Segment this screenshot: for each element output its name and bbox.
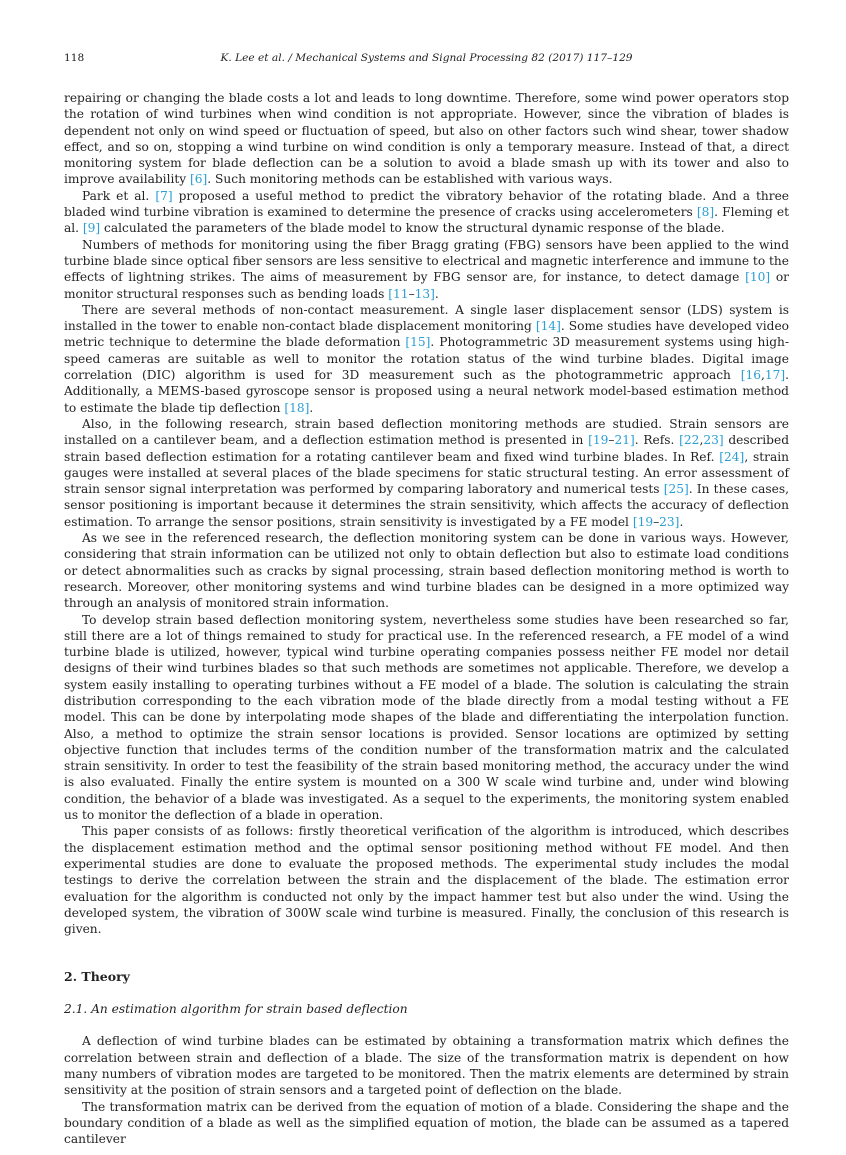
- citation-link[interactable]: [11: [388, 286, 409, 301]
- citation-link[interactable]: [25]: [663, 482, 689, 497]
- paragraph-text: A deflection of wind turbine blades can be estimated by obtaining a transformation matrix which defines the correlation between strain and deflection of a blade. The size of the transformation matrix is dependent on how many numbers of vibration modes are targeted to be monitored. Then the matrix elements are determined by strain sensitivity at the position of strain sensors and a targeted point of deflection on the blade.: [64, 1034, 789, 1098]
- paragraph-text: .: [434, 286, 439, 301]
- paragraph-text: . In these cases, sensor positioning is important because it determines the strain sensitivity, which affects the accuracy of deflection estimation. To arrange the sensor positions, strain sensitivity is investigated by a FE model: [64, 482, 789, 529]
- paragraph-text: . Fleming et al.: [64, 205, 790, 236]
- paragraph-text: . Some studies have developed video metric technique to determine the blade deformation: [64, 319, 789, 350]
- subsection-heading: 2.1. An estimation algorithm for strain based deflection: [64, 1002, 408, 1017]
- citation-link[interactable]: 21]: [614, 433, 635, 448]
- paragraph-text: As we see in the referenced research, the deflection monitoring system can be done in various ways. However, considering that strain information can be utilized not only to obtain deflection but also to estimate load conditions or detect abnormalities such as cracks by signal processing, strain based deflection monitoring method is worth to research. Moreover, other monitoring systems and wind turbine blades can be designed in a more optimized way through an analysis of monitored strain information.: [64, 531, 789, 611]
- paragraph: [64, 1033, 789, 1098]
- paragraph-text: . Refs.: [634, 433, 680, 448]
- citation-link[interactable]: [9]: [82, 221, 101, 236]
- introduction-body: [64, 90, 789, 937]
- paragraph-text: . Photogrammetric 3D measurement systems using high-speed cameras are suitable as well to monitor the rotation status of the wind turbine blades. Digital image correlation (DIC) algorithm is used for 3D measurement such as the photogrammetric approach: [64, 335, 789, 383]
- paragraph-text: described strain based deflection estimation for a rotating cantilever beam and fixed wind turbine blades. In Ref.: [64, 433, 789, 464]
- citation-link[interactable]: [19: [632, 514, 654, 529]
- paragraph: [64, 416, 789, 530]
- page-number: 118: [64, 52, 85, 64]
- citation-link[interactable]: [24]: [719, 449, 745, 464]
- paragraph: [64, 1099, 789, 1148]
- citation-link[interactable]: [7]: [155, 188, 173, 203]
- citation-link[interactable]: [6]: [190, 172, 208, 187]
- paragraph-text: , strain gauges were installed at several places of the blade specimens for static structural testing. An error assessment of strain sensor signal interpretation was performed by comparing laboratory and numerical tests: [64, 449, 789, 497]
- paragraph: [64, 90, 789, 188]
- paragraph-text: ,: [699, 433, 704, 448]
- paragraph-text: .: [679, 514, 684, 529]
- paragraph-text: Also, in the following research, strain based deflection monitoring methods are studied. Strain sensors are installed on a cantilever beam, and a deflection estimation method is presented in: [64, 416, 789, 448]
- citation-link[interactable]: [14]: [535, 319, 561, 334]
- paragraph: [64, 530, 789, 611]
- paragraph-text: . Such monitoring methods can be established with various ways.: [207, 172, 613, 187]
- paragraph-text: –: [408, 286, 415, 301]
- citation-link[interactable]: 23]: [703, 433, 724, 448]
- citation-link[interactable]: [18]: [284, 400, 310, 415]
- paragraph: [64, 823, 789, 937]
- article-page: [64, 50, 789, 1148]
- running-title: K. Lee et al. / Mechanical Systems and Signal Processing 82 (2017) 117–129: [220, 52, 633, 64]
- paragraph-text: ,: [760, 368, 765, 383]
- paragraph-text: The transformation matrix can be derived from the equation of motion of a blade. Considering the shape and the boundary condition of a blade as well as the simplified equation of motion, the blade can be assumed as a tapered cantilever: [64, 1099, 789, 1147]
- citation-link[interactable]: 13]: [414, 286, 435, 301]
- paragraph-text: –: [608, 433, 615, 448]
- section-body: [64, 1033, 789, 1147]
- citation-link[interactable]: [15]: [405, 335, 431, 350]
- citation-link[interactable]: 23]: [659, 514, 680, 529]
- paragraph-text: There are several methods of non-contact measurement. A single laser displacement sensor (LDS) system is installed in the tower to enable non-contact blade displacement monitoring: [64, 302, 789, 334]
- paragraph-text: .: [309, 400, 314, 415]
- paragraph: [64, 188, 789, 237]
- paragraph-text: calculated the parameters of the blade model to know the structural dynamic response of the blade.: [100, 221, 725, 236]
- paragraph: [64, 237, 789, 302]
- paragraph-text: –: [653, 514, 660, 529]
- paragraph-text: or monitor structural responses such as bending loads: [64, 270, 789, 301]
- paragraph-text: Park et al.: [82, 188, 156, 203]
- citation-link[interactable]: [22: [679, 433, 700, 448]
- paragraph-text: . Additionally, a MEMS-based gyroscope sensor is proposed using a neural network model-based estimation method to estimate the blade tip deflection: [64, 368, 789, 415]
- paragraph-text: Numbers of methods for monitoring using the fiber Bragg grating (FBG) sensors have been applied to the wind turbine blade since optical fiber sensors are less sensitive to electrical and magnetic interference and immune to the effects of lightning strikes. The aims of measurement by FBG sensor are, for instance, to detect damage: [64, 237, 789, 285]
- paragraph-text: proposed a useful method to predict the vibratory behavior of the rotating blade. And a three bladed wind turbine vibration is examined to determine the presence of cracks using accelerometers: [64, 188, 789, 220]
- paragraph-text: repairing or changing the blade costs a lot and leads to long downtime. Therefore, some wind power operators stop the rotation of wind turbines when wind condition is not appropriate. However, since the vibration of blades is dependent not only on wind speed or fluctuation of speed, but also on other factors such wind shear, tower shadow effect, and so on, stopping a wind turbine on wind condition is only a temporary measure. Instead of that, a direct monitoring system for blade deflection can be a solution to avoid a blade smash up with its tower and also to improve availability: [64, 91, 789, 187]
- citation-link[interactable]: [19: [588, 433, 609, 448]
- paragraph-text: To develop strain based deflection monitoring system, nevertheless some studies have been researched so far, still there are a lot of things remained to study for practical use. In the referenced research, a FE model of a wind turbine blade is utilized, however, typical wind turbine operating companies possess neither FE model nor detail designs of their wind turbines blades so that such methods are sometimes not applicable. Therefore, we develop a system easily installing to operating turbines without a FE model of a blade. The solution is calculating the strain distribution corresponding to the each vibration mode of the blade directly from a modal testing without a FE model. This can be done by interpolating mode shapes of the blade and differentiating the interpolation function. Also, a method to optimize the strain sensor locations is provided. Sensor locations are optimized by setting objective function that includes terms of the condition number of the transformation matrix and the calculated strain sensitivity. In order to test the feasibility of the strain based monitoring method, the accuracy under the wind is also evaluated. Finally the entire system is mounted on a 300 W scale wind turbine and, under wind blowing condition, the behavior of a blade was investigated. As a sequel to the experiments, the monitoring system enabled us to monitor the deflection of a blade in operation.: [64, 612, 789, 823]
- citation-link[interactable]: [10]: [745, 270, 771, 285]
- section-heading: 2. Theory: [64, 969, 130, 985]
- paragraph-text: This paper consists of as follows: firstly theoretical verification of the algorithm is introduced, which describes the displacement estimation method and the optimal sensor positioning method without FE model. And then experimental studies are done to evaluate the proposed methods. The experimental study includes the modal testings to derive the correlation between the strain and the displacement of the blade. The estimation error evaluation for the algorithm is conducted not only by the impact hammer test but also under the wind. Using the developed system, the vibration of 300W scale wind turbine is measured. Finally, the conclusion of this research is given.: [64, 824, 789, 937]
- citation-link[interactable]: [16: [740, 368, 761, 383]
- running-header: [64, 50, 789, 68]
- paragraph: [64, 302, 789, 416]
- citation-link[interactable]: [8]: [696, 205, 715, 220]
- paragraph: [64, 612, 789, 824]
- citation-link[interactable]: 17]: [764, 368, 786, 383]
